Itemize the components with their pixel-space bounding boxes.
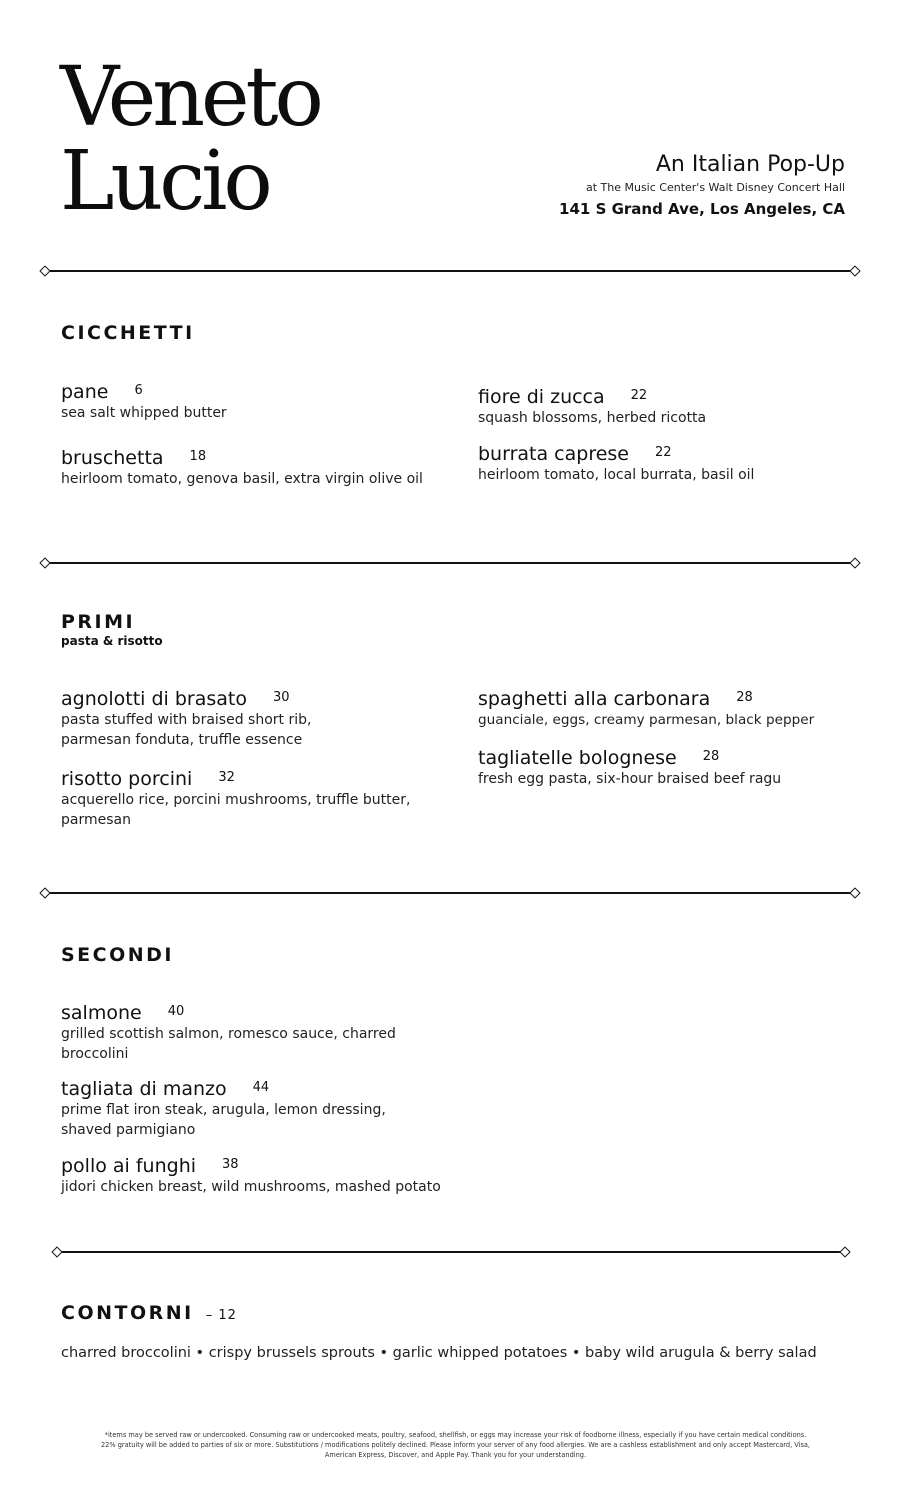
footer-line-1: *items may be served raw or undercooked. Consuming raw or undercooked meats, poultry, seafood, shellfish, or eggs may increase your risk of foodborne illness, especially if you have certain medical conditions. [104, 1431, 807, 1439]
item-name: spaghetti alla carbonara [478, 688, 711, 710]
item-price: 18 [189, 449, 207, 464]
item-description: pasta stuffed with braised short rib, parmesan fonduta, truffle essence [61, 712, 312, 748]
item-name: tagliatelle bolognese [478, 747, 677, 769]
contorni-list: charred broccolini • crispy brussels sprouts • garlic whipped potatoes • baby wild arugula & berry salad [61, 1345, 817, 1361]
popup-subtitle: An Italian Pop-Up [655, 152, 845, 177]
divider-4 [58, 1251, 844, 1253]
item-price: 28 [736, 690, 753, 705]
divider-2 [46, 562, 854, 564]
item-name: pollo ai funghi [61, 1155, 197, 1177]
section-title-secondi: SECONDI [61, 944, 175, 966]
menu-item [61, 1078, 441, 1140]
venue-text: at The Music Center's Walt Disney Concert Hall [585, 181, 845, 194]
item-name: fiore di zucca [478, 386, 605, 408]
item-description: guanciale, eggs, creamy parmesan, black pepper [478, 712, 815, 728]
restaurant-title-line2: Lucio [60, 134, 269, 229]
item-description: prime flat iron steak, arugula, lemon dressing, shaved parmigiano [61, 1102, 386, 1138]
item-description: fresh egg pasta, six-hour braised beef ragu [478, 771, 782, 787]
contorni-price: – 12 [205, 1308, 237, 1323]
item-price: 38 [222, 1157, 239, 1172]
menu-item [61, 381, 451, 423]
menu-item [478, 688, 898, 730]
item-name: risotto porcini [61, 768, 193, 790]
header-info [559, 152, 845, 218]
footer-line-3: American Express, Discover, and Apple Pay. Thank you for your understanding. [324, 1451, 587, 1459]
item-name: pane [61, 381, 109, 403]
item-price: 30 [273, 690, 290, 705]
menu-item [478, 747, 878, 789]
item-description: grilled scottish salmon, romesco sauce, charred broccolini [61, 1026, 396, 1062]
item-description: heirloom tomato, genova basil, extra virgin olive oil [61, 471, 423, 487]
item-price: 6 [134, 383, 143, 398]
item-price: 28 [702, 749, 720, 764]
restaurant-title-line1: Veneto [60, 50, 320, 145]
menu-item [61, 688, 451, 750]
section-title-contorni: CONTORNI [61, 1302, 194, 1324]
menu-item [61, 1002, 441, 1064]
section-subtitle-primi: pasta & risotto [61, 634, 163, 648]
item-description: squash blossoms, herbed ricotta [478, 410, 707, 426]
item-price: 40 [167, 1004, 185, 1019]
item-name: bruschetta [61, 447, 164, 469]
contorni-heading [61, 1302, 237, 1324]
section-title-cicchetti: CICCHETTI [61, 322, 195, 344]
item-price: 32 [218, 770, 235, 785]
item-price: 22 [655, 445, 672, 460]
menu-item [478, 386, 878, 428]
section-title-primi: PRIMI [61, 611, 136, 633]
item-price: 22 [630, 388, 648, 403]
divider-3 [46, 892, 854, 894]
item-description: heirloom tomato, local burrata, basil oil [478, 467, 755, 483]
menu-item [61, 447, 441, 489]
item-price: 44 [252, 1080, 270, 1095]
divider-1 [46, 270, 854, 272]
item-name: burrata caprese [478, 443, 629, 465]
item-name: agnolotti di brasato [61, 688, 248, 710]
item-name: salmone [61, 1002, 142, 1024]
menu-item [61, 768, 451, 830]
item-description: acquerello rice, porcini mushrooms, truffle butter, parmesan [61, 792, 411, 828]
item-description: jidori chicken breast, wild mushrooms, mashed potato [61, 1179, 441, 1195]
item-description: sea salt whipped butter [61, 405, 227, 421]
item-name: tagliata di manzo [61, 1078, 227, 1100]
menu-item [478, 443, 878, 485]
address-text: 141 S Grand Ave, Los Angeles, CA [559, 200, 845, 218]
menu-item [61, 1155, 501, 1197]
footer-line-2: 22% gratuity will be added to parties of six or more. Substitutions / modifications politely declined. Please inform your server of any food allergies. We are a cashless establishment and only accept Mastercard, Visa, [100, 1441, 811, 1449]
footer-disclaimer [40, 1430, 871, 1460]
